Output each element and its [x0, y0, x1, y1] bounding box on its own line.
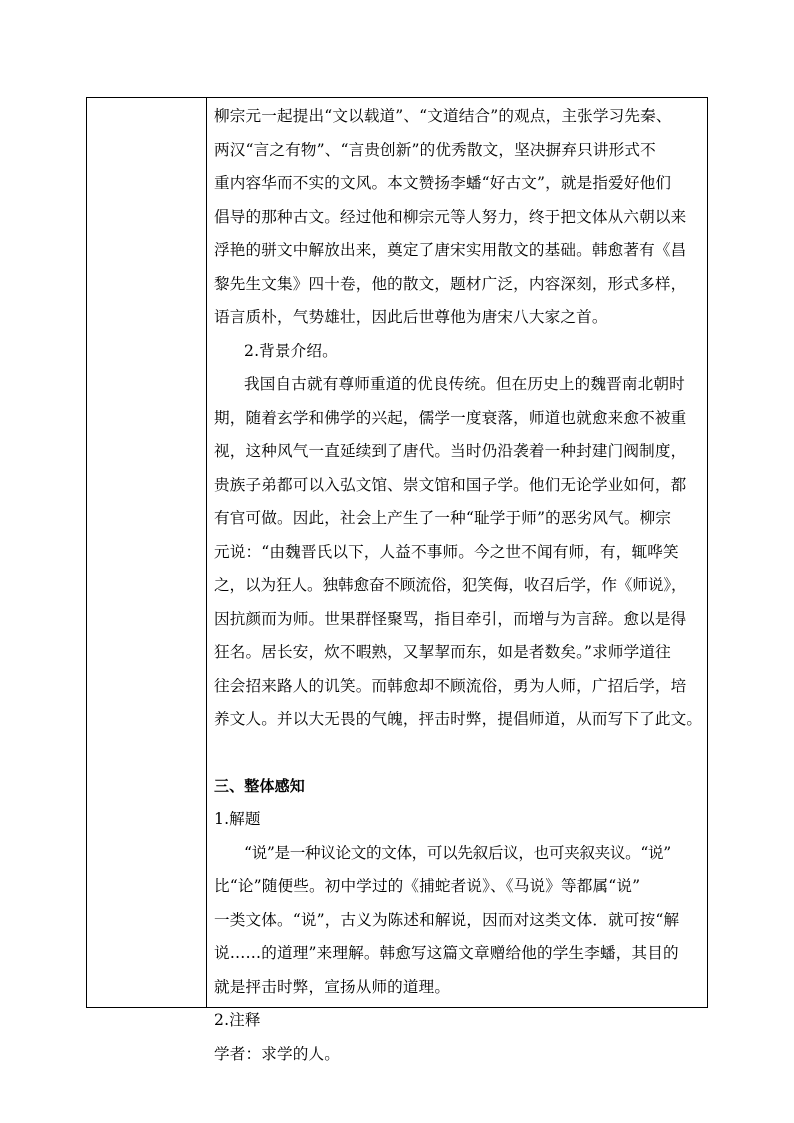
paragraph-line: 就是抨击时弊，宣扬从师的道理。: [214, 977, 451, 996]
paragraph-line: 浮艳的骈文中解放出来，奠定了唐宋实用散文的基础。韩愈著有《昌: [214, 241, 687, 259]
paragraph-line: 养文人。并以大无畏的气魄，抨击时弊，提倡师道，从而写下了此文。: [214, 710, 703, 728]
paragraph-line: 柳宗元一起提出“文以载道”、“文道结合”的观点，主张学习先秦、: [214, 107, 672, 125]
subsection-heading: 2.注释: [214, 1011, 261, 1029]
paragraph-line: 两汉“言之有物”、“言贵创新”的优秀散文，坚决摒弃只讲形式不: [214, 140, 656, 159]
paragraph-line: 学者：求学的人。: [214, 1044, 340, 1063]
table-content-cell: [214, 100, 704, 1071]
paragraph-line: 期，随着玄学和佛学的兴起，儒学一度衰落，师道也就愈来愈不被重: [214, 408, 687, 427]
paragraph-line: 狂名。居长安，炊不暇熟，又挈挈而东，如是者数矣。”求师学道往: [214, 643, 671, 661]
paragraph-line: “说”是一种议论文的文体，可以先叙后议，也可夹叙夹议。“说”: [244, 843, 671, 862]
subsection-heading: 1.解题: [214, 810, 261, 828]
paragraph-line: 倡导的那种古文。经过他和柳宗元等人努力，终于把文体从六朝以来: [214, 207, 687, 226]
content-table: [86, 97, 708, 1063]
paragraph-line: 我国自古就有尊师重道的优良传统。但在历史上的魏晋南北朝时: [244, 375, 685, 393]
paragraph-line: 黎先生文集》四十卷，他的散文，题材广泛，内容深刻，形式多样，: [214, 274, 687, 293]
paragraph-line: 有官可做。因此，社会上产生了一种“耻学于师”的恶劣风气。柳宗: [214, 509, 672, 527]
section-heading: 三、整体感知: [214, 776, 305, 795]
spacer: [214, 737, 704, 770]
paragraph-line: 之，以为狂人。独韩愈奋不顾流俗，犯笑侮，收召后学，作《师说》，: [214, 576, 687, 594]
table-left-column: [87, 98, 207, 1007]
paragraph-line: 往会招来路人的讥笑。而韩愈却不顾流俗，勇为人师，广招后学，培: [214, 676, 687, 695]
paragraph-line: 因抗颜而为师。世果群怪聚骂，指目牵引，而增与为言辞。愈以是得: [214, 609, 687, 628]
background-heading: 2.背景介绍。: [244, 341, 338, 360]
paragraph-line: 元说：“由魏晋氏以下，人益不事师。今之世不闻有师，有，辄哗笑: [214, 542, 679, 561]
paragraph-line: 一类文体。“说”，古义为陈述和解说，因而对这类文体．就可按“解: [214, 910, 680, 929]
paragraph-line: 比“论”随便些。初中学过的《捕蛇者说》、《马说》等都属“说”: [214, 877, 641, 895]
paragraph-line: 说……的道理”来理解。韩愈写这篇文章赠给他的学生李蟠，其目的: [214, 944, 679, 962]
paragraph-line: 重内容华而不实的文风。本文赞扬李蟠“好古文”，就是指爱好他们: [214, 174, 672, 192]
paragraph-line: 视，这种风气一直延续到了唐代。当时仍沿袭着一种封建门阀制度，: [214, 442, 687, 460]
paragraph-line: 贵族子弟都可以入弘文馆、崇文馆和国子学。他们无论学业如何，都: [214, 475, 687, 494]
paragraph-line: 语言质朴，气势雄壮，因此后世尊他为唐宋八大家之首。: [214, 308, 608, 326]
